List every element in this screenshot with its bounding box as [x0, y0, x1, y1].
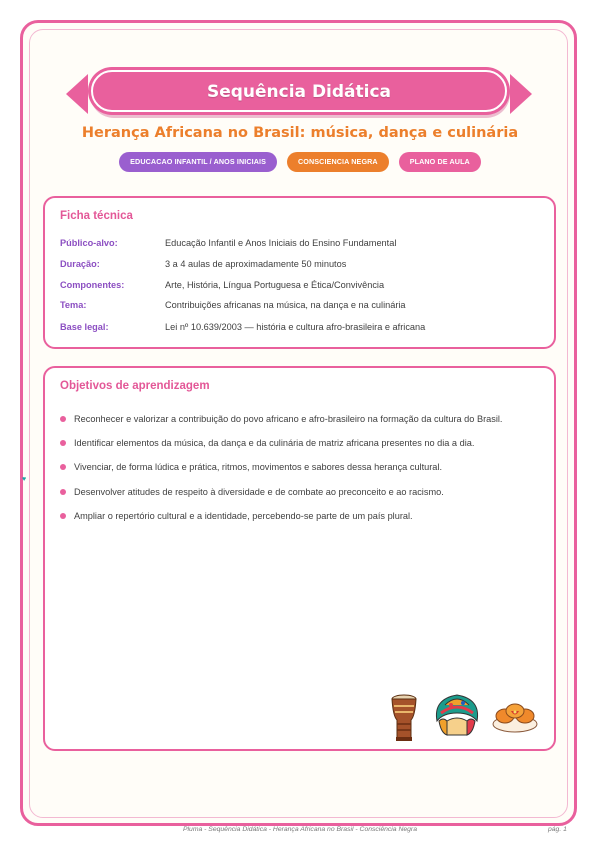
- title-ribbon: [66, 66, 532, 122]
- ficha-tecnica-card: [43, 196, 556, 349]
- drum-icon: [389, 694, 419, 742]
- bullet-icon: [60, 489, 66, 495]
- ficha-value: Educação Infantil e Anos Iniciais do Ensino Fundamental: [165, 238, 397, 248]
- objetivos-card: [43, 366, 556, 751]
- bullet-icon: [60, 440, 66, 446]
- ficha-label: Tema:: [60, 300, 87, 310]
- bullet-icon: [60, 416, 66, 422]
- footer-text: Pluma - Sequência Didática - Herança Africana no Brasil - Consciência Negra: [183, 826, 417, 833]
- ficha-label: Componentes:: [60, 280, 125, 290]
- list-item: Desenvolver atitudes de respeito à diversidade e de combate ao preconceito e ao racismo.: [60, 487, 540, 511]
- tag-education-level: EDUCACAO INFANTIL / ANOS INICIAIS: [119, 152, 277, 172]
- ficha-value: 3 a 4 aulas de aproximadamente 50 minutos: [165, 259, 347, 269]
- bullet-icon: [60, 464, 66, 470]
- acaraje-icon: [491, 698, 539, 734]
- tag-plano-de-aula: PLANO DE AULA: [399, 152, 481, 172]
- ficha-tecnica-title: Ficha técnica: [60, 210, 133, 222]
- page-subtitle: Herança Africana no Brasil: música, dança e culinária: [81, 125, 519, 141]
- list-item: Identificar elementos da música, da dança e da culinária de matriz africana presentes no dia a dia.: [60, 438, 540, 462]
- objetivos-list: [60, 414, 540, 535]
- list-item: Ampliar o repertório cultural e a identidade, percebendo-se parte de um país plural.: [60, 511, 540, 535]
- objetivos-title: Objetivos de aprendizagem: [60, 380, 210, 392]
- page-number: pág. 1: [548, 826, 567, 833]
- ficha-value: Contribuições africanas na música, na dança e na culinária: [165, 300, 406, 310]
- ficha-value: Lei nº 10.639/2003 — história e cultura afro-brasileira e africana: [165, 322, 426, 332]
- tag-list: [0, 152, 600, 172]
- heart-icon: ♥: [22, 476, 27, 483]
- list-item: Vivenciar, de forma lúdica e prática, ritmos, movimentos e sabores dessa herança cultural.: [60, 462, 540, 486]
- bullet-icon: [60, 513, 66, 519]
- tag-consciencia-negra: CONSCIENCIA NEGRA: [287, 152, 389, 172]
- ficha-value: Arte, História, Língua Portuguesa e Ética/Convivência: [165, 280, 385, 290]
- list-item: Reconhecer e valorizar a contribuição do povo africano e afro-brasileiro na formação da cultura do Brasil.: [60, 414, 540, 438]
- ficha-label: Público-alvo:: [60, 238, 118, 248]
- page-title: Sequência Didática: [206, 82, 392, 102]
- ficha-label: Base legal:: [60, 322, 109, 332]
- head-wrap-icon: [431, 691, 483, 739]
- ficha-label: Duração:: [60, 259, 100, 269]
